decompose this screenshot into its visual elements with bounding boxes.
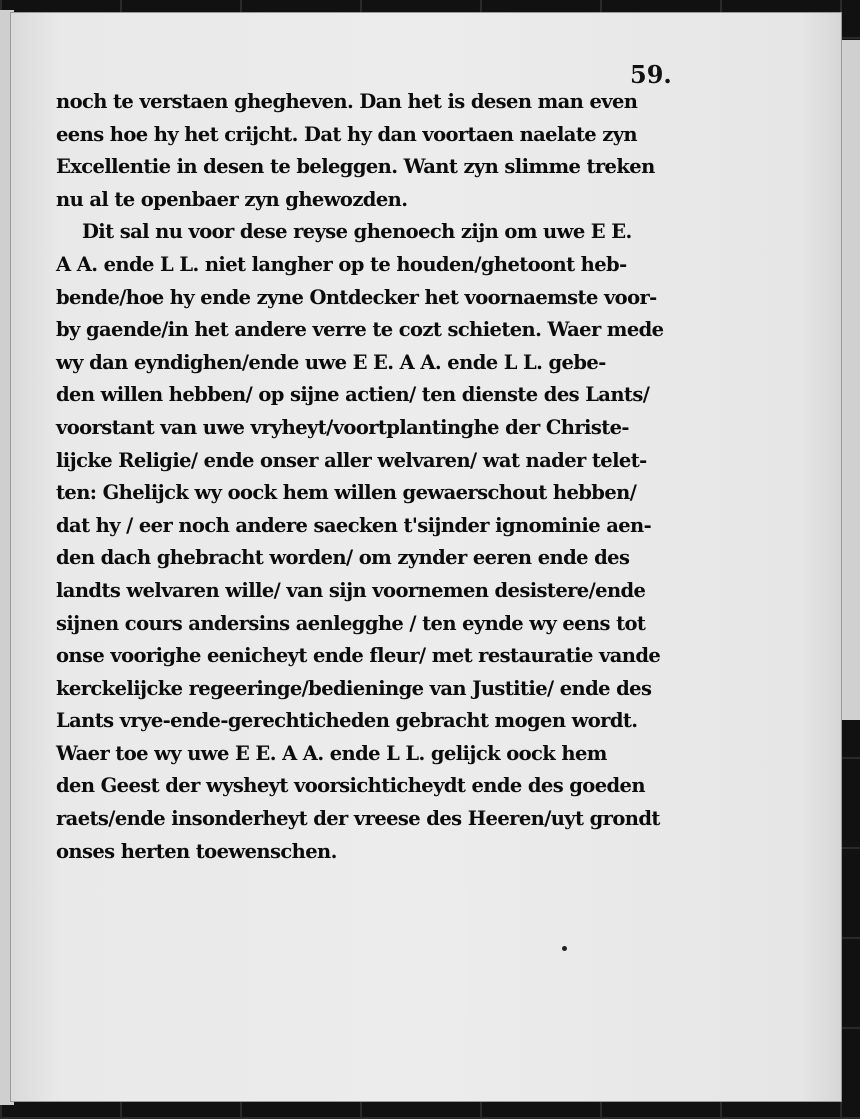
text-line: A A. ende L L. niet langher op te houden/ghetoont heb- xyxy=(56,252,627,276)
text-line: den willen hebben/ op sijne actien/ ten dienste des Lants/ xyxy=(56,383,650,407)
text-line: by gaende/in het andere verre te cozt schieten. Waer mede xyxy=(56,318,664,342)
text-line: Lants vrye-ende-gerechticheden gebracht mogen wordt. xyxy=(56,709,638,733)
text-line: Waer toe wy uwe E E. A A. ende L L. gelijck oock hem xyxy=(56,741,607,765)
text-line: onse voorighe eenicheyt ende fleur/ met restauratie vande xyxy=(56,644,661,668)
body-text xyxy=(56,86,668,868)
text-line: noch te verstaen ghegheven. Dan het is desen man even xyxy=(56,90,638,113)
right-page-edge xyxy=(842,40,860,720)
text-line: bende/hoe hy ende zyne Ontdecker het voornaemste voor- xyxy=(56,285,657,309)
text-line: eens hoe hy het crijcht. Dat hy dan voortaen naelate zyn xyxy=(56,122,638,146)
text-line: voorstant van uwe vryheyt/voortplantinghe der Christe- xyxy=(56,415,629,439)
text-line: wy dan eyndighen/ende uwe E E. A A. ende L L. gebe- xyxy=(56,350,606,374)
text-line: sijnen cours andersins aenlegghe / ten eynde wy eens tot xyxy=(56,611,646,635)
text-line: den Geest der wysheyt voorsichticheydt ende des goeden xyxy=(56,774,645,798)
text-line: den dach ghebracht worden/ om zynder eeren ende des xyxy=(56,546,630,570)
text-line: ten: Ghelijck wy oock hem willen gewaerschout hebben/ xyxy=(56,481,637,505)
text-line: Excellentie in desen te beleggen. Want zyn slimme treken xyxy=(56,155,655,179)
ink-speck xyxy=(562,946,567,951)
text-line: onses herten toewenschen. xyxy=(56,839,337,863)
page-number: 59. xyxy=(630,60,672,89)
text-line: dat hy / eer noch andere saecken t'sijnder ignominie aen- xyxy=(56,513,652,537)
text-line: landts welvaren wille/ van sijn voornemen desistere/ende xyxy=(56,578,646,602)
text-line: lijcke Religie/ ende onser aller welvaren/ wat nader telet- xyxy=(56,448,647,472)
text-line: raets/ende insonderheyt der vreese des Heeren/uyt grondt xyxy=(56,807,660,831)
text-line: kerckelijcke regeeringe/bedieninge van Justitie/ ende des xyxy=(56,676,652,700)
paragraph-start-line: Dit sal nu voor dese reyse ghenoech zijn om uwe E E. xyxy=(82,220,632,244)
text-line: nu al te openbaer zyn ghewozden. xyxy=(56,187,408,211)
